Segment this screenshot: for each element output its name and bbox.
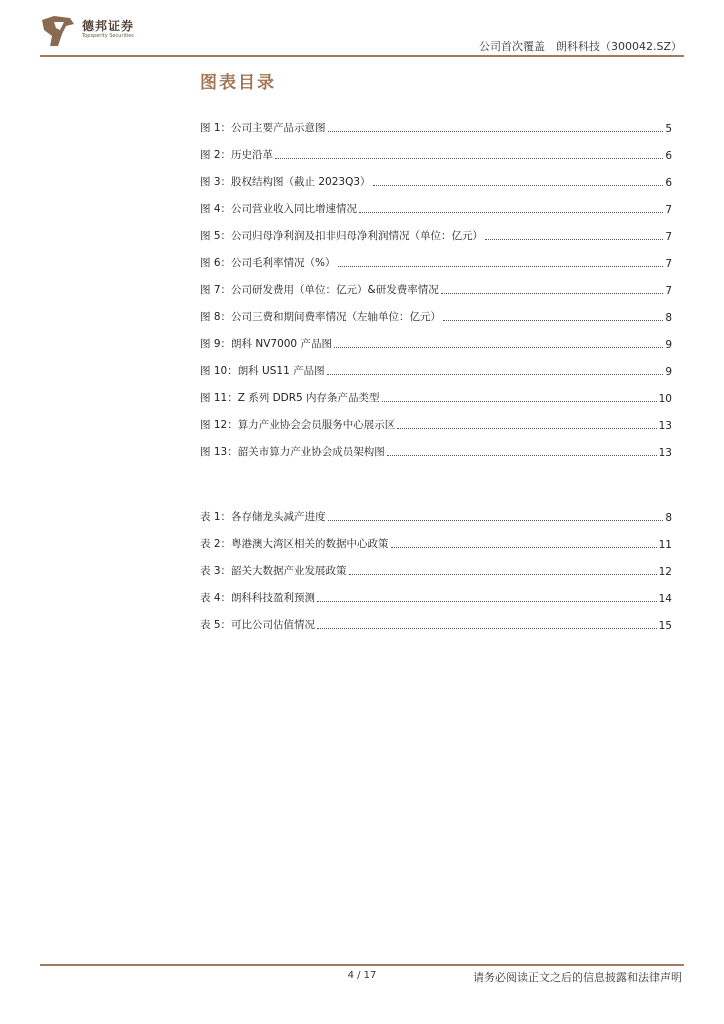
toc-entry-page: 5	[665, 123, 672, 135]
toc-entry-figure-4[interactable]	[200, 189, 672, 216]
toc-entry-figure-8[interactable]	[200, 297, 672, 324]
toc-entry-page: 7	[665, 231, 672, 243]
toc-entry-figure-13[interactable]	[200, 432, 672, 459]
logo-text-cn: 德邦证券	[82, 19, 135, 33]
disclaimer-note: 请务必阅读正文之后的信息披露和法律声明	[473, 971, 682, 984]
toc-entry-label: 图 10：朗科 US11 产品图	[200, 365, 325, 377]
dot-leader	[317, 627, 657, 629]
toc-entry-page: 15	[658, 620, 672, 632]
toc-entry-page: 8	[665, 312, 672, 324]
dot-leader	[327, 373, 664, 375]
dot-leader	[397, 427, 656, 429]
dot-leader	[387, 454, 657, 456]
toc-entry-figure-7[interactable]	[200, 270, 672, 297]
company-logo	[40, 14, 160, 48]
toc-entry-figure-5[interactable]	[200, 216, 672, 243]
footer-divider	[40, 964, 684, 966]
dot-leader	[328, 519, 664, 521]
toc-entry-page: 10	[658, 393, 672, 405]
toc-entry-label: 图 2：历史沿革	[200, 149, 274, 161]
report-header-title: 公司首次覆盖 朗科科技（300042.SZ）	[478, 40, 682, 53]
toc-entry-label: 图 11：Z 系列 DDR5 内存条产品类型	[200, 392, 380, 404]
toc-entry-label: 表 3：韶关大数据产业发展政策	[200, 565, 347, 577]
toc-entry-label: 表 2：粤港澳大湾区相关的数据中心政策	[200, 538, 389, 550]
dot-leader	[391, 546, 657, 548]
dot-leader	[317, 600, 657, 602]
dot-leader	[359, 211, 663, 213]
toc-entry-page: 9	[665, 366, 672, 378]
toc-entry-label: 图 5：公司归母净利润及扣非归母净利润情况（单位：亿元）	[200, 230, 484, 242]
toc-entry-figure-11[interactable]	[200, 378, 672, 405]
toc-entry-page: 14	[658, 593, 672, 605]
dot-leader	[443, 319, 663, 321]
toc-entry-page: 7	[665, 204, 672, 216]
toc-entry-page: 11	[658, 539, 672, 551]
toc-entry-page: 9	[665, 339, 672, 351]
dot-leader	[349, 573, 657, 575]
toc-entry-label: 图 3：股权结构图（截止 2023Q3）	[200, 176, 371, 188]
toc-entry-figure-6[interactable]	[200, 243, 672, 270]
toc-entry-page: 6	[665, 177, 672, 189]
toc-entry-page: 7	[665, 258, 672, 270]
toc-entry-label: 图 9：朗科 NV7000 产品图	[200, 338, 332, 350]
toc-entry-table-3[interactable]	[200, 551, 672, 578]
dot-leader	[275, 157, 663, 159]
toc-entry-label: 图 6：公司毛利率情况（%）	[200, 257, 336, 269]
dot-leader	[328, 130, 664, 132]
figures-toc	[200, 108, 672, 459]
logo-mark-icon	[40, 14, 76, 48]
toc-entry-label: 图 7：公司研发费用（单位：亿元）&研发费率情况	[200, 284, 439, 296]
toc-entry-table-1[interactable]	[200, 497, 672, 524]
toc-entry-figure-2[interactable]	[200, 135, 672, 162]
toc-entry-page: 13	[658, 420, 672, 432]
page-header	[0, 0, 724, 60]
toc-entry-label: 表 4：朗科科技盈利预测	[200, 592, 316, 604]
toc-entry-figure-10[interactable]	[200, 351, 672, 378]
dot-leader	[441, 292, 664, 294]
page-number: 4 / 17	[347, 970, 377, 981]
dot-leader	[334, 346, 663, 348]
toc-entry-label: 图 1：公司主要产品示意图	[200, 122, 326, 134]
toc-entry-label: 表 5：可比公司估值情况	[200, 619, 316, 631]
tables-toc	[200, 497, 672, 632]
toc-entry-page: 13	[658, 447, 672, 459]
toc-entry-label: 图 12：算力产业协会会员服务中心展示区	[200, 419, 396, 431]
toc-entry-label: 表 1：各存储龙头减产进度	[200, 511, 326, 523]
toc-entry-table-5[interactable]	[200, 605, 672, 632]
toc-entry-figure-9[interactable]	[200, 324, 672, 351]
dot-leader	[382, 400, 657, 402]
dot-leader	[485, 238, 663, 240]
dot-leader	[373, 184, 664, 186]
toc-entry-table-4[interactable]	[200, 578, 672, 605]
toc-entry-page: 8	[665, 512, 672, 524]
header-divider	[40, 55, 684, 57]
toc-entry-label: 图 4：公司营业收入同比增速情况	[200, 203, 358, 215]
toc-entry-figure-1[interactable]	[200, 108, 672, 135]
toc-entry-page: 6	[665, 150, 672, 162]
dot-leader	[338, 265, 664, 267]
toc-entry-figure-12[interactable]	[200, 405, 672, 432]
page-title: 图表目录	[200, 73, 276, 93]
toc-entry-page: 12	[658, 566, 672, 578]
logo-text-en: Topsperity Securities	[82, 33, 134, 39]
toc-entry-figure-3[interactable]	[200, 162, 672, 189]
toc-entry-table-2[interactable]	[200, 524, 672, 551]
toc-entry-label: 图 13：韶关市算力产业协会成员架构图	[200, 446, 385, 458]
toc-entry-page: 7	[665, 285, 672, 297]
toc-entry-label: 图 8：公司三费和期间费率情况（左轴单位：亿元）	[200, 311, 442, 323]
